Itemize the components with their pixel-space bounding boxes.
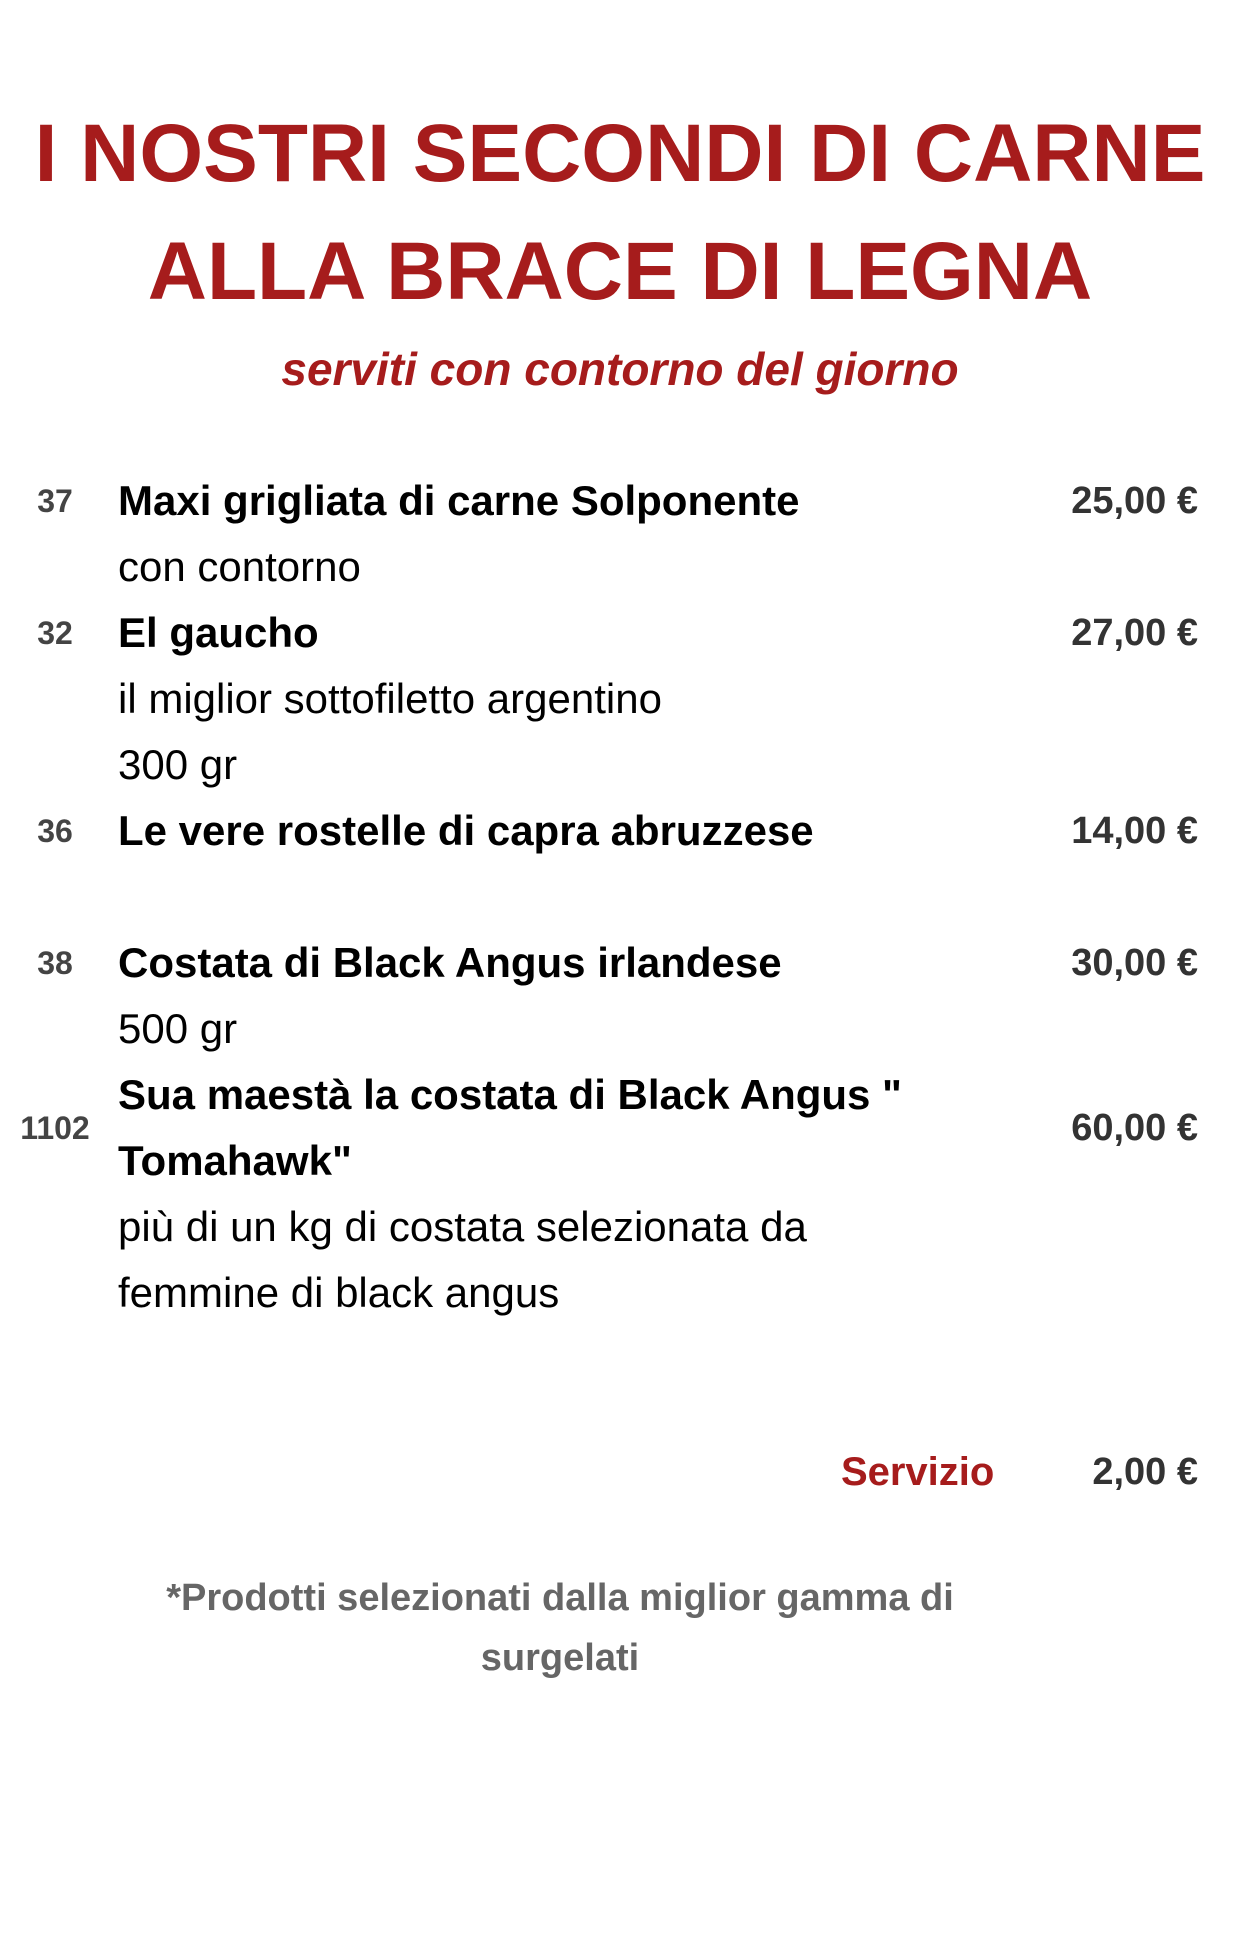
footnote [110,1568,1010,1688]
item-number: 1102 [20,1110,90,1146]
item-name-line1: Sua maestà la costata di Black Angus " [118,1071,902,1118]
footnote-line2: surgelati [480,1637,640,1679]
item-body [110,1062,1018,1326]
page-title-line1: I NOSTRI SECONDI DI CARNE [34,108,1206,199]
service-label: Servizio [840,1450,995,1494]
menu-item [0,1062,1240,1326]
item-description: più di un kg di costata selezionata da [118,1203,807,1250]
item-number: 38 [37,945,73,981]
item-price: 14,00 € [1071,810,1198,852]
spacer [0,864,1240,930]
service-price: 2,00 € [1092,1451,1198,1493]
item-name: El gaucho [118,609,319,656]
item-description: con contorno [118,543,361,590]
page-subtitle: serviti con contorno del giorno [281,343,959,395]
item-name-line2: Tomahawk" [118,1137,352,1184]
item-price: 60,00 € [1071,1107,1198,1149]
item-description: 300 gr [118,741,238,788]
menu-header [0,95,1240,399]
item-body [110,798,1018,864]
page-title-line2: ALLA BRACE DI LEGNA [147,226,1093,317]
item-number: 36 [37,813,73,849]
item-price: 27,00 € [1071,612,1198,654]
item-body [110,468,1018,600]
menu-list [0,468,1240,1326]
item-number: 32 [37,615,73,651]
item-number: 37 [37,483,73,519]
item-price: 30,00 € [1071,942,1198,984]
item-body [110,600,1018,798]
menu-item [0,468,1240,600]
item-name: Maxi grigliata di carne Solponente [118,477,800,524]
footnote-line1: *Prodotti selezionati dalla miglior gamma di [166,1577,954,1619]
item-description: femmine di black angus [118,1269,560,1316]
item-description: il miglior sottofiletto argentino [118,675,662,722]
item-price: 25,00 € [1071,480,1198,522]
item-name: Le vere rostelle di capra abruzzese [118,807,814,854]
menu-item [0,798,1240,864]
menu-item [0,930,1240,1062]
menu-item [0,600,1240,798]
item-name: Costata di Black Angus irlandese [118,939,782,986]
item-description: 500 gr [118,1005,238,1052]
item-body [110,930,1018,1062]
service-charge [841,1450,1198,1495]
